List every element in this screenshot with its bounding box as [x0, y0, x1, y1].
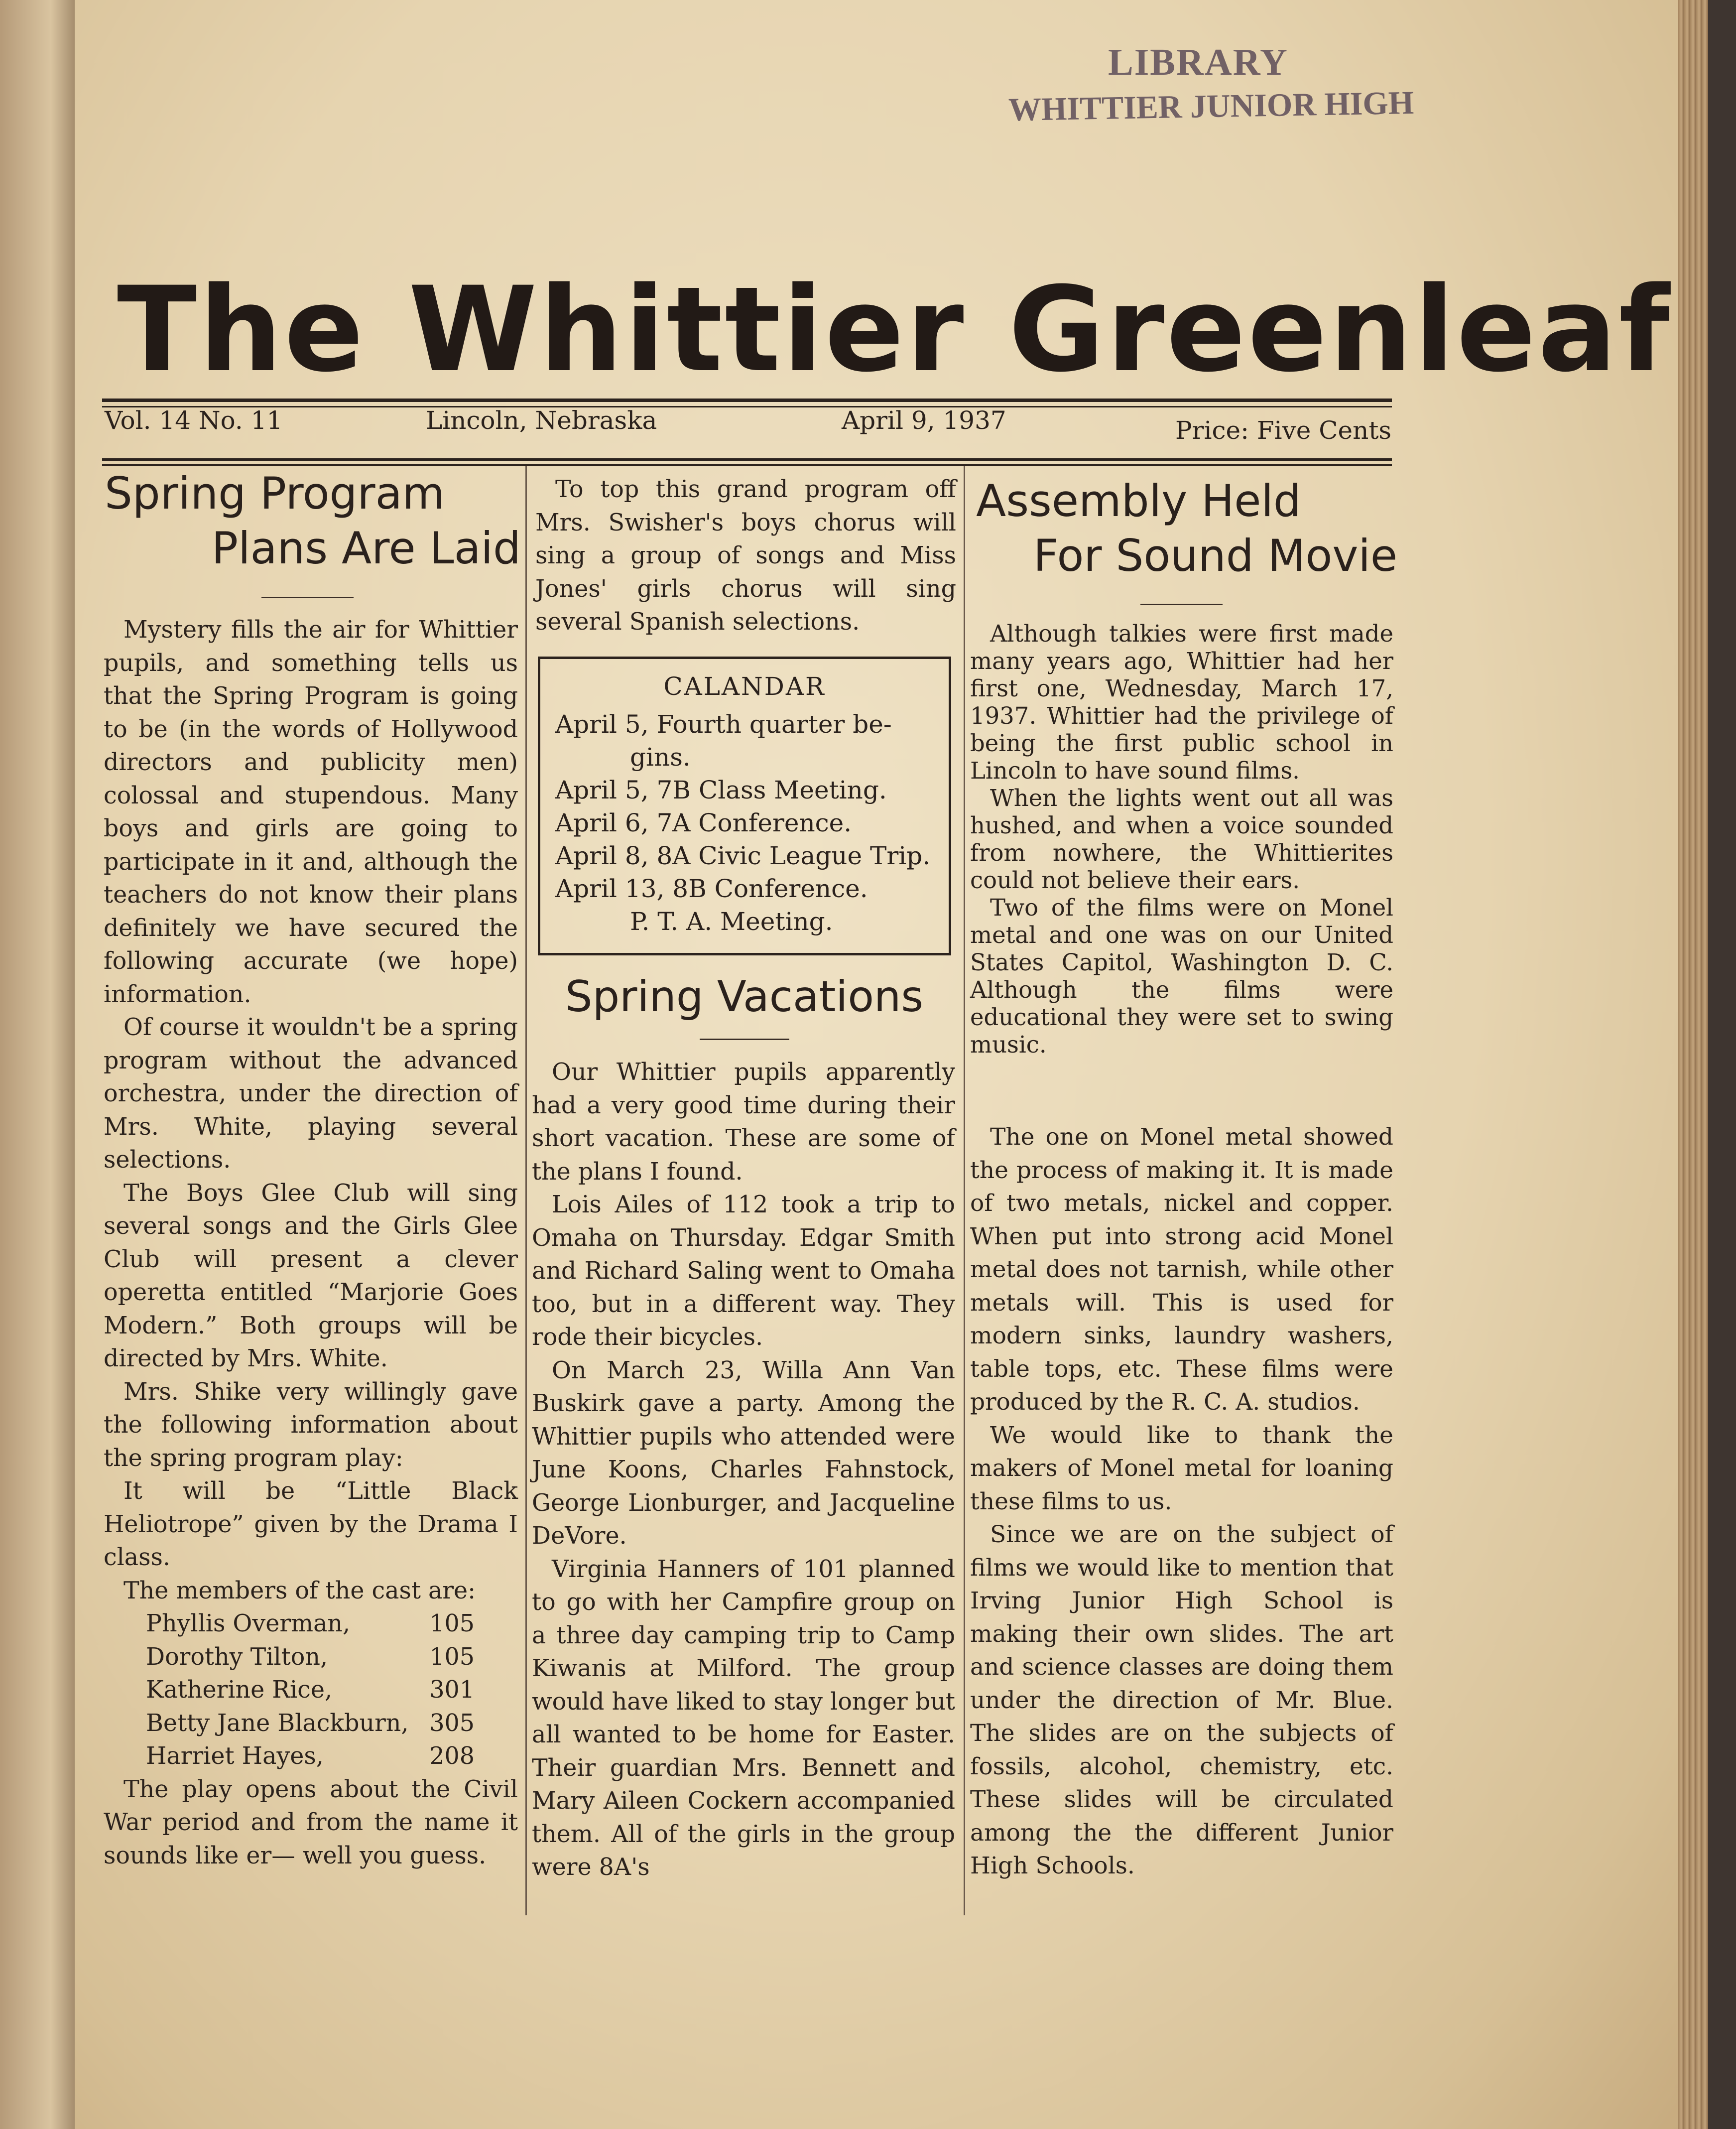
- paragraph: Virginia Hanners of 101 planned to go with her Campfire group on a three day camping trip to Camp Kiwanis at Milford. The group would have liked to stay longer but all wanted to be home for Easter. Their guardian Mrs. Bennett and Mary Aileen Cockern accompanied them. All of the girls in the group were 8A's: [532, 1555, 955, 1881]
- masthead-rule: [102, 406, 1392, 407]
- cast-name: Katherine Rice,: [146, 1676, 333, 1704]
- left-page-edge: [0, 0, 85, 2129]
- paragraph: The Boys Glee Club will sing several songs and the Girls Glee Club will present a clever operetta entitled “Marjorie Goes Modern.” Both groups will be directed by Mrs. White.: [104, 1179, 518, 1372]
- paragraph: Our Whittier pupils apparently had a very good time during their short vacation. These are some of the plans I found.: [532, 1059, 955, 1186]
- calendar-item: P. T. A. Meeting.: [630, 907, 833, 936]
- issue-price: Price: Five Cents: [1175, 416, 1392, 445]
- paragraph: To top this grand program off Mrs. Swisher's boys chorus will sing a group of songs and Miss Jones' girls chorus will sing several Spanish selections.: [535, 476, 956, 636]
- paragraph: When the lights went out all was hushed, and when a voice sounded from nowhere, the Whittierites could not believe their ears.: [970, 785, 1393, 894]
- headline-divider: [261, 597, 354, 598]
- cast-room: 208: [429, 1742, 475, 1770]
- paragraph: On March 23, Willa Ann Van Buskirk gave a party. Among the Whittier pupils who attended were June Koons, Charles Fahnstock, George Lionburger, and Jacqueline DeVore.: [532, 1356, 955, 1550]
- paragraph: Lois Ailes of 112 took a trip to Omaha on Thursday. Edgar Smith and Richard Saling went to Omaha too, but in a different way. They rode their bicycles.: [532, 1191, 955, 1351]
- book-cover-edge: [1708, 0, 1736, 2129]
- masthead-rule: [102, 399, 1392, 402]
- issue-date: April 9, 1937: [842, 406, 1006, 435]
- cast-room: 105: [429, 1610, 475, 1637]
- paragraph: The members of the cast are:: [124, 1577, 476, 1604]
- headline-assembly-2: For Sound Movie: [1033, 530, 1397, 581]
- cast-room: 301: [429, 1676, 475, 1704]
- cast-row: [146, 1707, 495, 1740]
- paragraph: We would like to thank the makers of Monel metal for loaning these films to us.: [970, 1421, 1393, 1515]
- cast-room: 105: [429, 1643, 475, 1671]
- paragraph: It will be “Little Black Heliotrope” given by the Drama I class.: [104, 1477, 518, 1571]
- headline-divider: [1140, 604, 1223, 605]
- cast-room: 305: [429, 1709, 475, 1737]
- paragraph: Two of the films were on Monel metal and one was on our United States Capitol, Washington D. C. Although the films were educational they were set to swing music.: [970, 894, 1393, 1058]
- volume-number: Vol. 14 No. 11: [105, 406, 283, 435]
- article-assembly-part2: [970, 1121, 1393, 1883]
- calendar-item: April 5, 7B Class Meeting.: [555, 776, 887, 804]
- header-rule: [102, 464, 1392, 466]
- city-name: Lincoln, Nebraska: [426, 406, 657, 435]
- calendar-box: [538, 657, 951, 955]
- cast-name: Harriet Hayes,: [146, 1742, 324, 1770]
- article-spring-program: [104, 614, 518, 1872]
- calendar-item: April 8, 8A Civic League Trip.: [555, 841, 931, 870]
- cast-list: [146, 1607, 518, 1773]
- library-stamp-line2: WHITTIER JUNIOR HIGH: [1008, 84, 1414, 129]
- paragraph: Mystery fills the air for Whittier pupils, and something tells us that the Spring Program is going to be (in the words of Hollywood directors and publicity men) colossal and stupendous. Many boys and girls are going to participate in it and, although the teachers do not know their plans definitely we have secured the following accurate (we hope) information.: [104, 616, 518, 1008]
- calendar-item: gins.: [630, 743, 691, 772]
- paragraph: Of course it wouldn't be a spring program without the advanced orchestra, under the direction of Mrs. White, playing several selections.: [104, 1014, 518, 1174]
- header-rule: [102, 458, 1392, 461]
- calendar-item: April 13, 8B Conference.: [555, 874, 868, 903]
- headline-divider: [700, 1039, 789, 1040]
- article-spring-vacations: [532, 1056, 955, 1884]
- cast-row: [146, 1607, 495, 1641]
- headline-spring-vacations: Spring Vacations: [565, 972, 924, 1022]
- cast-row: [146, 1641, 495, 1674]
- calendar-item: April 5, Fourth quarter be-: [555, 710, 892, 739]
- column-divider: [964, 466, 965, 1915]
- cast-name: Dorothy Tilton,: [146, 1643, 328, 1671]
- headline-assembly-1: Assembly Held: [976, 475, 1301, 527]
- cast-row: [146, 1674, 495, 1707]
- cast-name: Betty Jane Blackburn,: [146, 1709, 409, 1737]
- headline-spring-program-1: Spring Program: [105, 468, 445, 519]
- paragraph: The play opens about the Civil War period and from the name it sounds like er— well you guess.: [104, 1775, 518, 1869]
- library-stamp-line1: LIBRARY: [1108, 41, 1288, 83]
- cast-name: Phyllis Overman,: [146, 1610, 351, 1637]
- paragraph: Mrs. Shike very willingly gave the following information about the spring program play:: [104, 1378, 518, 1472]
- article-program-continued: [535, 473, 956, 639]
- article-assembly-part1: [970, 620, 1393, 1059]
- calendar-item: April 6, 7A Conference.: [555, 808, 852, 837]
- column-divider: [525, 466, 527, 1915]
- paragraph: Although talkies were first made many years ago, Whittier had her first one, Wednesday, March 17, 1937. Whittier had the privilege of being the first public school in Lincoln to have sound films.: [970, 620, 1393, 784]
- paragraph: Since we are on the subject of films we would like to mention that Irving Junior High School is making their own slides. The art and science classes are doing them under the direction of Mr. Blue. The slides are on the subjects of fossils, alcohol, chemistry, etc. These slides will be circulated among the the different Junior High Schools.: [970, 1521, 1393, 1879]
- calendar-title: CALANDAR: [663, 672, 826, 701]
- masthead-title: The Whittier Greenleaf: [117, 262, 1672, 398]
- cast-row: [146, 1740, 495, 1773]
- paragraph: The one on Monel metal showed the process of making it. It is made of two metals, nickel and copper. When put into strong acid Monel metal does not tarnish, while other metals will. This is used for modern sinks, laundry washers, table tops, etc. These films were produced by the R. C. A. studios.: [970, 1123, 1393, 1416]
- headline-spring-program-2: Plans Are Laid: [212, 523, 521, 574]
